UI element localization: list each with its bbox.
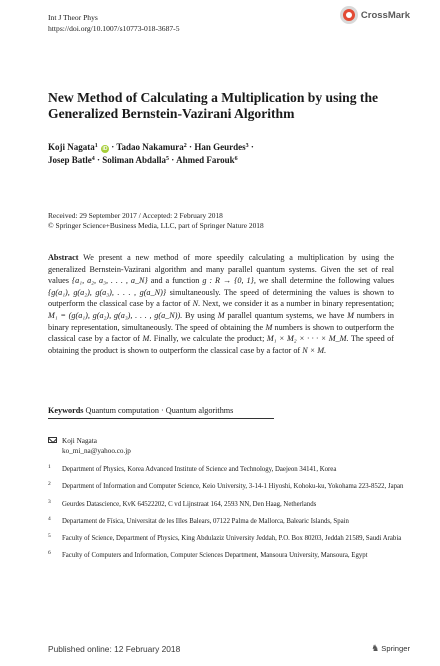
math-set: {a₁, a₂, a₃, . . . , a_N} xyxy=(71,276,148,286)
math-product: M₁ × M₂ × · · · × M_M. xyxy=(266,334,349,344)
keywords-text: Quantum computation · Quantum algorithms xyxy=(85,406,234,415)
affiliation-item: 4 Departament de Física, Universitat de les Illes Balears, 07122 Palma de Mallorca, Balearic Islands, Spain xyxy=(48,515,349,525)
math-values: {g(a₁), g(a₂), g(a₃), . . . , g(a_N)} xyxy=(48,287,167,297)
abstract-label: Abstract xyxy=(48,253,79,262)
author-separator: · xyxy=(250,142,254,152)
springer-logo xyxy=(371,643,410,654)
springer-wordmark: Springer xyxy=(381,644,410,653)
corresponding-name: Koji Nagata xyxy=(62,437,97,445)
math-factor: N × M. xyxy=(302,345,327,355)
doi-link[interactable]: https://doi.org/10.1007/s10773-018-3687-5 xyxy=(48,24,180,33)
copyright-notice: © Springer Science+Business Media, LLC, part of Springer Nature 2018 xyxy=(48,221,264,230)
affiliations xyxy=(48,465,408,569)
journal-name: Int J Theor Phys xyxy=(48,13,98,22)
affiliation-item: 6 Faculty of Computers and Information, Computer Sciences Department, Mansoura University, Mansoura, Egypt xyxy=(48,550,368,560)
author[interactable]: Koji Nagata$^1$ iD xyxy=(48,142,108,152)
author-separator: · xyxy=(97,155,101,165)
abstract: Abstract We present a new method of more speedily calculating a multiplication by using the generalized Bernstein-Vazirani algorithm and many parallel quantum systems. Given the set of real values {a₁, a₂, a₃, . . . , a_N} and a function g : R → {0, 1}, we shall determine the following values {g(a₁), g(a₂), g(a₃), . . . , g(a_N)} simultaneously. The speed of determining the values is shown to outperform the classical case by a factor of N. Next, we consider it as a number in binary representation; M₁ = (g(a₁), g(a₂), g(a₃), . . . , g(a_N)). By using M parallel quantum systems, we have M numbers in binary representation, simultaneously. The speed of obtaining the M numbers is shown to outperform the classical case by a factor of M. Finally, we calculate the product; M₁ × M₂ × · · · × M_M. The speed of obtaining the product is shown to outperform the classical case by a factor of N × M. xyxy=(48,253,395,355)
affiliation-item: 1 Department of Physics, Korea Advanced Institute of Science and Technology, Daejeon 34141, Korea xyxy=(48,464,337,473)
received-accepted-dates: Received: 29 September 2017 / Accepted: 2 February 2018 xyxy=(48,211,223,220)
author[interactable]: Josep Batle$^4$ xyxy=(48,155,95,165)
keywords xyxy=(48,405,394,416)
keywords-label: Keywords xyxy=(48,406,84,415)
affiliation-item: 3 Geurdes Datascience, KvK 64522202, C vd Lijnstraat 164, 2593 NN, Den Haag, Netherlands xyxy=(48,498,317,508)
paper-title: New Method of Calculating a Multiplication by using the Generalized Bernstein-Vazirani Algorithm xyxy=(48,90,379,121)
orcid-icon[interactable]: iD xyxy=(102,146,108,152)
author[interactable]: Ahmed Farouk$^6$ xyxy=(176,155,238,165)
published-online-date: Published online: 12 February 2018 xyxy=(48,644,181,654)
author[interactable]: Han Geurdes$^3$ xyxy=(194,142,249,152)
affiliation-item: 5 Faculty of Science, Department of Physics, King Abdulaziz University Jeddah, P.O. Box 80203, Jeddah 21589, Saudi Arabia xyxy=(48,533,402,543)
crossmark-icon xyxy=(340,6,358,24)
footnote-divider xyxy=(48,418,274,419)
envelope-icon xyxy=(48,437,57,443)
author[interactable]: Tadao Nakamura$^2$ xyxy=(116,142,187,152)
crossmark-badge[interactable] xyxy=(340,6,410,24)
journal-header xyxy=(48,12,180,34)
author-separator: · xyxy=(189,142,193,152)
corresponding-email[interactable]: ko_mi_na@yahoo.co.jp xyxy=(62,447,131,455)
author-list xyxy=(48,140,408,166)
corresponding-author xyxy=(48,436,131,456)
crossmark-label: CrossMark xyxy=(360,9,410,21)
math-function: g : R → {0, 1}, xyxy=(202,276,256,286)
author[interactable]: Soliman Abdalla$^5$ xyxy=(102,155,170,165)
affiliation-item: 2 Department of Information and Computer Science, Keio University, 3-14-1 Hiyoshi, Kohoku-ku, Yokohama 223-8522, Japan xyxy=(48,481,404,491)
publication-dates xyxy=(48,211,264,231)
author-separator: · xyxy=(171,155,175,165)
springer-horse-icon: ♞ xyxy=(371,643,380,653)
math-m1: M₁ = (g(a₁), g(a₂), g(a₃), . . . , g(a_N)). xyxy=(48,310,183,320)
author-separator: · xyxy=(111,142,115,152)
